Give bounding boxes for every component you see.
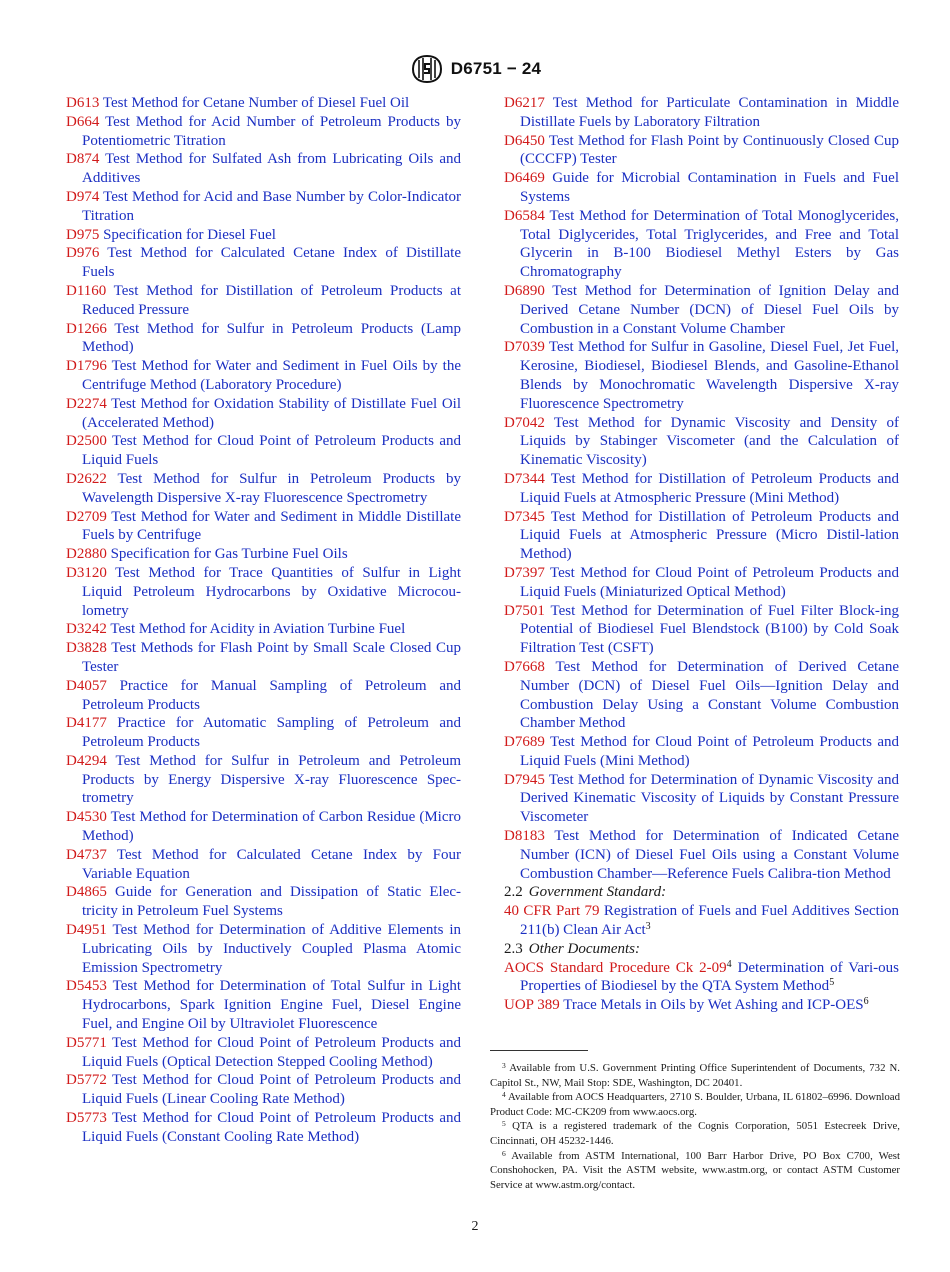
reference-code-link[interactable]: D874 (66, 151, 100, 168)
reference-code-link[interactable]: D3242 (66, 621, 107, 638)
section-heading-2-2 (504, 883, 899, 902)
reference-title: Test Method for Particulate Contamination in Middle Distillate Fuels by Laboratory Filtration (520, 95, 899, 130)
reference-code-link[interactable]: D7345 (504, 508, 545, 525)
reference-code-link[interactable]: D5772 (66, 1072, 107, 1089)
reference-entry (66, 564, 461, 620)
reference-title: Practice for Manual Sampling of Petroleum and Petroleum Products (82, 677, 461, 713)
footnote (490, 1090, 900, 1119)
reference-entry (504, 602, 899, 658)
reference-code-link[interactable]: 40 CFR Part 79 (504, 903, 600, 920)
section-number: 2.3 (504, 940, 523, 957)
footnote-text: Available from AOCS Headquarters, 2710 S. Boulder, Urbana, IL 61802–6996. Download Product Code: MC-CK209 from www.aocs.org. (490, 1091, 900, 1118)
reference-entry (504, 564, 899, 602)
footnote-marker[interactable]: 4 (726, 958, 732, 970)
footnote-number: 4 (502, 1090, 506, 1100)
reference-title: Test Method for Cloud Point of Petroleum Products and Liquid Fuels (Mini Method) (520, 734, 899, 769)
reference-title: Test Method for Distillation of Petroleum Products at Reduced Pressure (82, 282, 462, 318)
reference-title: Test Method for Determination of Derived Cetane Number (DCN) of Diesel Fuel Oils—Ignition Delay and Combustion Delay Using a Constant Volume Combustion Chamber Method (520, 658, 899, 732)
section-title: Other Documents: (528, 940, 640, 957)
reference-code-link[interactable]: D975 (66, 226, 100, 243)
reference-title: Test Method for Water and Sediment in Fuel Oils by the Centrifuge Method (Laboratory Procedure) (82, 358, 461, 393)
reference-entry (504, 508, 899, 564)
reference-entry (504, 169, 899, 207)
reference-title: Registration of Fuels and Fuel Additives Section 211(b) Clean Air Act (520, 903, 899, 939)
reference-title: Specification for Diesel Fuel (103, 226, 276, 243)
reference-title: Test Method for Sulfur in Gasoline, Diesel Fuel, Jet Fuel, Kerosine, Biodiesel, Biodiesel Blends, and Gasoline-Ethanol Blends by Monochromatic Wavelength Dispersive X-ray Fluorescence Spectrometry (520, 339, 899, 412)
footnote-text: Available from ASTM International, 100 Barr Harbor Drive, PO Box C700, West Conshohocken, PA. Visit the ASTM website, www.astm.org, or contact ASTM Customer Service at www.astm.org/contact. (490, 1149, 901, 1191)
reference-code-link[interactable]: D2709 (66, 508, 107, 525)
reference-entry (504, 902, 899, 940)
reference-code-link[interactable]: UOP 389 (504, 997, 560, 1014)
footnote-divider (490, 1050, 588, 1051)
reference-code-link[interactable]: D664 (66, 113, 100, 130)
reference-title: Test Method for Determination of Fuel Filter Block-ing Potential of Biodiesel Fuel Blendstock (B100) by Cold Soak Filtration Test (CSFT) (520, 602, 899, 657)
reference-entry (66, 677, 461, 715)
reference-code-link[interactable]: D4951 (66, 922, 107, 939)
reference-code-link[interactable]: D7042 (504, 414, 545, 431)
reference-title: Test Method for Cetane Number of Diesel Fuel Oil (102, 95, 410, 111)
reference-entry (66, 508, 461, 546)
reference-entry (66, 752, 461, 808)
reference-code-link[interactable]: D4865 (66, 884, 107, 901)
reference-title: Test Method for Calculated Cetane Index by Four Variable Equation (82, 846, 461, 882)
footnote-number: 3 (502, 1061, 506, 1070)
reference-code-link[interactable]: D7344 (504, 470, 545, 487)
reference-entry (66, 226, 461, 245)
reference-code-link[interactable]: D8183 (504, 828, 545, 845)
reference-title: Test Method for Dynamic Viscosity and Density of Liquids by Stabinger Viscometer (and the Calculation of Kinematic Viscosity) (520, 414, 899, 469)
footnote (490, 1149, 900, 1193)
reference-title: Test Method for Flash Point by Continuously Closed Cup (CCCFP) Tester (520, 132, 899, 168)
reference-code-link[interactable]: D7945 (504, 771, 545, 788)
reference-code-link[interactable]: D4294 (66, 752, 107, 769)
reference-entry (66, 244, 461, 282)
reference-title: Test Method for Determination of Additive Elements in Lubricating Oils by Inductively Coupled Plasma Atomic Emission Spectrometry (82, 922, 462, 976)
reference-title: Test Method for Distillation of Petroleum Products and Liquid Fuels at Atmospheric Pressure (Mini Method) (520, 470, 899, 506)
reference-entry (66, 883, 461, 921)
reference-code-link[interactable]: D5773 (66, 1110, 107, 1127)
reference-title: Test Method for Determination of Total Sulfur in Light Hydrocarbons, Spark Ignition Engine Fuel, Diesel Engine Fuel, and Engine Oil by Ultraviolet Fluorescence (82, 978, 461, 1033)
reference-code-link[interactable]: D1266 (66, 320, 107, 337)
reference-code-link[interactable]: D7689 (504, 734, 545, 751)
document-designation: D6751 − 24 (450, 59, 542, 78)
reference-title: Specification for Gas Turbine Fuel Oils (110, 546, 348, 563)
reference-title: Test Method for Determination of Indicated Cetane Number (ICN) of Diesel Fuel Oils using a Constant Volume Combustion Chamber—Reference Fuels Calibra-tion Method (520, 828, 899, 882)
page-number: 2 (471, 1219, 479, 1234)
footnote-marker[interactable]: 3 (645, 921, 651, 933)
reference-title: Test Method for Determination of Carbon Residue (Micro Method) (82, 809, 462, 845)
reference-entry (504, 94, 899, 132)
reference-entry (66, 846, 461, 884)
reference-entry (504, 771, 899, 827)
reference-entry (66, 150, 461, 188)
section-number: 2.2 (504, 884, 523, 901)
reference-title: Guide for Microbial Contamination in Fuels and Fuel Systems (520, 170, 899, 205)
reference-code-link[interactable]: D7039 (504, 339, 545, 356)
reference-title: Test Method for Determination of Total Monoglycerides, Total Diglycerides, Total Triglycerides, and Free and Total Glycerin in B-100 Biodiesel Methyl Esters by Gas Chromatography (520, 207, 899, 281)
reference-title: Test Method for Acid Number of Petroleum Products by Potentiometric Titration (82, 113, 461, 149)
reference-title: Test Method for Oxidation Stability of Distillate Fuel Oil (Accelerated Method) (82, 395, 461, 431)
page-header (0, 53, 950, 85)
reference-entry (66, 921, 461, 977)
reference-code-link[interactable]: D4530 (66, 809, 107, 826)
reference-entry (66, 188, 461, 226)
reference-title: Test Method for Calculated Cetane Index of Distillate Fuels (82, 245, 462, 281)
reference-entry (66, 977, 461, 1033)
reference-entry (66, 545, 461, 564)
reference-code-link[interactable]: D5771 (66, 1034, 107, 1051)
reference-entry (504, 132, 899, 170)
footnote-marker[interactable]: 5 (829, 977, 835, 989)
reference-entry (66, 357, 461, 395)
reference-title: Test Methods for Flash Point by Small Scale Closed Cup Tester (82, 640, 462, 675)
section-title: Government Standard: (528, 884, 667, 901)
astm-logo (409, 53, 445, 85)
reference-title: Test Method for Acid and Base Number by Color-Indicator Titration (82, 188, 461, 224)
reference-entry (504, 959, 899, 997)
footnote-number: 6 (502, 1148, 506, 1158)
footnote (490, 1061, 900, 1090)
reference-code-link[interactable]: D6217 (504, 95, 545, 111)
reference-title: Test Method for Trace Quantities of Sulfur in Light Liquid Petroleum Hydrocarbons by Oxidative Microcou-lometry (82, 564, 461, 619)
footnotes (490, 1061, 900, 1192)
reference-entry (66, 1109, 461, 1147)
reference-entry (66, 282, 461, 320)
reference-title: Trace Metals in Oils by Wet Ashing and ICP-OES (563, 997, 864, 1014)
reference-title: Guide for Generation and Dissipation of Static Elec-tricity in Petroleum Fuel Systems (82, 884, 461, 920)
section-heading-2-3 (504, 940, 899, 959)
reference-entry (66, 432, 461, 470)
footnote-text: QTA is a registered trademark of the Cognis Corporation, 5051 Estecreek Drive, Cincinnati, OH 45232-1446. (490, 1120, 901, 1147)
reference-title: Determination of Vari-ous Properties of Biodiesel by the QTA System Method (520, 959, 900, 995)
reference-entry (66, 113, 461, 151)
reference-entry (504, 827, 899, 883)
reference-code-link[interactable]: D4737 (66, 846, 107, 863)
reference-entry (66, 395, 461, 433)
reference-entry (504, 733, 899, 771)
footnote-number: 5 (502, 1119, 506, 1129)
reference-entry (66, 1071, 461, 1109)
reference-code-link[interactable]: D6469 (504, 170, 545, 187)
reference-code-link[interactable]: D1796 (66, 358, 107, 375)
reference-code-link[interactable]: D2622 (66, 470, 107, 487)
reference-code-link[interactable]: D6584 (504, 207, 545, 224)
reference-code-link[interactable]: D2274 (66, 395, 107, 412)
reference-entry (504, 996, 899, 1015)
reference-entry (66, 94, 461, 113)
reference-code-link[interactable]: D7397 (504, 564, 545, 581)
footnote-text: Available from U.S. Government Printing Office Superintendent of Documents, 732 N. Capitol St., NW, Mail Stop: SDE, Washington, DC 20401. (490, 1062, 900, 1089)
reference-code-link[interactable]: D4177 (66, 715, 107, 732)
reference-code-link[interactable]: D974 (66, 188, 100, 205)
reference-code-link[interactable]: D4057 (66, 677, 107, 694)
reference-entry (66, 808, 461, 846)
footnote-marker[interactable]: 6 (863, 996, 869, 1008)
reference-title: Test Method for Cloud Point of Petroleum Products and Liquid Fuels (82, 433, 461, 469)
reference-code-link[interactable]: AOCS Standard Procedure Ck 2-09 (504, 959, 727, 976)
reference-code-link[interactable]: D2500 (66, 433, 107, 450)
reference-entry (504, 414, 899, 470)
reference-entry (504, 658, 899, 733)
reference-title: Test Method for Sulfur in Petroleum Products (Lamp Method) (82, 320, 461, 356)
reference-entry (504, 282, 899, 338)
reference-code-link[interactable]: D6450 (504, 132, 545, 149)
reference-title: Test Method for Cloud Point of Petroleum Products and Liquid Fuels (Optical Detection Stepped Cooling Method) (82, 1034, 461, 1070)
reference-title: Test Method for Sulfur in Petroleum and Petroleum Products by Energy Dispersive X-ray Fluorescence Spec-trometry (82, 752, 461, 807)
reference-entry (66, 639, 461, 677)
reference-code-link[interactable]: D7668 (504, 658, 545, 675)
reference-entry (66, 620, 461, 639)
reference-title: Test Method for Determination of Ignition Delay and Derived Cetane Number (DCN) of Diesel Fuel Oils by Combustion in a Constant Volume Chamber (520, 282, 899, 337)
right-column (504, 94, 899, 1015)
reference-entry (66, 714, 461, 752)
reference-code-link[interactable]: D3828 (66, 640, 107, 657)
reference-code-link[interactable]: D7501 (504, 602, 545, 619)
reference-code-link[interactable]: D1160 (66, 282, 107, 299)
reference-entry (504, 470, 899, 508)
reference-title: Test Method for Sulfated Ash from Lubricating Oils and Additives (82, 151, 461, 187)
reference-code-link[interactable]: D976 (66, 245, 100, 262)
left-column (66, 94, 461, 1147)
reference-code-link[interactable]: D6890 (504, 282, 545, 299)
reference-title: Test Method for Acidity in Aviation Turbine Fuel (110, 621, 406, 638)
reference-entry (66, 470, 461, 508)
reference-code-link[interactable]: D3120 (66, 564, 107, 581)
reference-title: Test Method for Cloud Point of Petroleum Products and Liquid Fuels (Linear Cooling Rate Method) (82, 1072, 461, 1108)
reference-code-link[interactable]: D613 (66, 95, 100, 111)
reference-title: Test Method for Sulfur in Petroleum Products by Wavelength Dispersive X-ray Fluorescence Spectrometry (82, 470, 461, 506)
reference-title: Test Method for Distillation of Petroleum Products and Liquid Fuels at Atmospheric Pressure (Micro Distil-lation Method) (520, 508, 899, 563)
reference-code-link[interactable]: D2880 (66, 546, 107, 563)
reference-entry (66, 320, 461, 358)
reference-entry (504, 338, 899, 413)
reference-entry (504, 207, 899, 282)
reference-title: Test Method for Water and Sediment in Middle Distillate Fuels by Centrifuge (82, 508, 461, 544)
reference-code-link[interactable]: D5453 (66, 978, 107, 995)
reference-entry (66, 1034, 461, 1072)
reference-title: Practice for Automatic Sampling of Petroleum and Petroleum Products (82, 715, 461, 751)
reference-title: Test Method for Determination of Dynamic Viscosity and Derived Kinematic Viscosity of Liquids by Constant Pressure Viscometer (520, 771, 900, 826)
reference-title: Test Method for Cloud Point of Petroleum Products and Liquid Fuels (Constant Cooling Rate Method) (82, 1110, 461, 1145)
footnote (490, 1119, 900, 1148)
reference-title: Test Method for Cloud Point of Petroleum Products and Liquid Fuels (Miniaturized Optical Method) (520, 564, 899, 600)
